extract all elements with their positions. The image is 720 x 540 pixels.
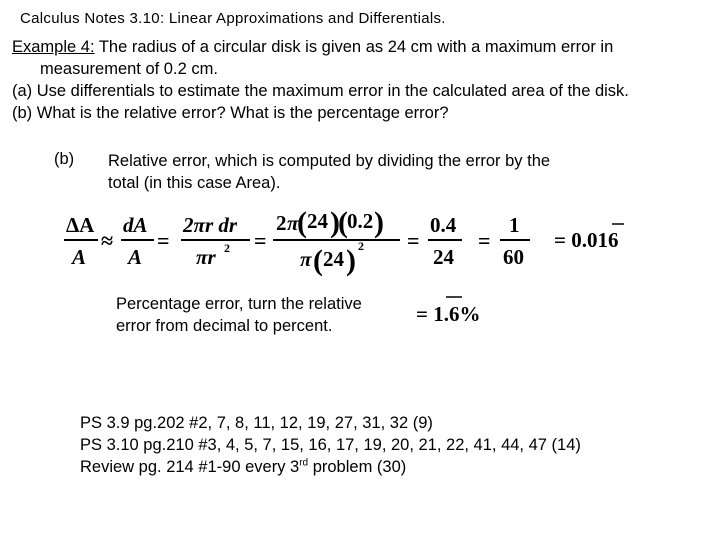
percentage-line-1: Percentage error, turn the relative — [116, 295, 362, 313]
eq-da: dA — [123, 213, 148, 237]
eq-paren-open-3: ( — [313, 244, 323, 277]
homework-list — [80, 412, 581, 478]
relative-line-1: Relative error, which is computed by dividing the error by the — [108, 152, 551, 170]
eq-equals-1: = — [157, 228, 170, 253]
homework-line-3-sup: rd — [299, 457, 309, 469]
eq-num-04: 0.4 — [430, 213, 457, 237]
homework-line-3-pre: Review pg. 214 #1-90 every 3 — [80, 458, 300, 476]
eq-den-60: 60 — [503, 245, 524, 269]
eq-delta-a: ΔA — [66, 213, 95, 237]
eq-den-24: 24 — [323, 247, 344, 271]
eq-num-2pir-dr: 2πr dr — [183, 213, 238, 237]
eq-paren-close-2: ) — [374, 206, 384, 239]
part-b-label: (b) — [54, 150, 75, 168]
part-a-question: (a) Use differentials to estimate the maximum error in the calculated area of the disk. — [12, 82, 629, 100]
eq-den-pir: πr — [196, 245, 216, 269]
homework-line-2: PS 3.10 pg.210 #3, 4, 5, 7, 15, 16, 17, 19, 20, 21, 22, 41, 44, 47 (14) — [80, 436, 581, 454]
example-line-2: measurement of 0.2 cm. — [40, 60, 218, 78]
eq-num-02: 0.2 — [347, 209, 374, 233]
example-label: Example 4: — [12, 38, 95, 56]
eq-a-den: A — [72, 245, 87, 269]
homework-line-3 — [80, 456, 581, 478]
eq-num-2: 2 — [276, 211, 287, 235]
eq-den-exp-2: 2 — [358, 239, 364, 253]
relative-line-2: total (in this case Area). — [108, 174, 281, 192]
eq-num-pi: π — [287, 211, 299, 235]
percentage-error-explanation — [116, 293, 362, 337]
eq-a-den-2: A — [128, 245, 143, 269]
eq-den-exp: 2 — [224, 241, 230, 255]
eq-equals-2: = — [254, 228, 267, 253]
homework-line-3-post: problem (30) — [308, 458, 407, 476]
eq-num-24: 24 — [307, 209, 328, 233]
example-text: The radius of a circular disk is given as 24 cm with a maximum error in — [94, 38, 614, 56]
eq-num-1: 1 — [509, 213, 520, 237]
eq-equals-4: = — [478, 228, 491, 253]
percentage-result: = 1.6% — [416, 302, 481, 326]
eq-den-24-b: 24 — [433, 245, 454, 269]
eq-result: = 0.016 — [554, 228, 619, 252]
eq-den-pi: π — [300, 247, 312, 271]
eq-equals-3: = — [407, 228, 420, 253]
eq-paren-close-3: ) — [346, 244, 356, 277]
homework-line-1: PS 3.9 pg.202 #2, 7, 8, 11, 12, 19, 27, 31, 32 (9) — [80, 414, 433, 432]
page-title: Calculus Notes 3.10: Linear Approximations and Differentials. — [20, 10, 446, 27]
eq-paren-open-2: ( — [338, 206, 348, 239]
eq-approx: ≈ — [101, 228, 114, 253]
percentage-line-2: error from decimal to percent. — [116, 317, 333, 335]
eq-paren-close-1: ) — [330, 206, 340, 239]
eq-paren-open-1: ( — [297, 206, 307, 239]
part-b-question: (b) What is the relative error? What is the percentage error? — [12, 104, 449, 122]
